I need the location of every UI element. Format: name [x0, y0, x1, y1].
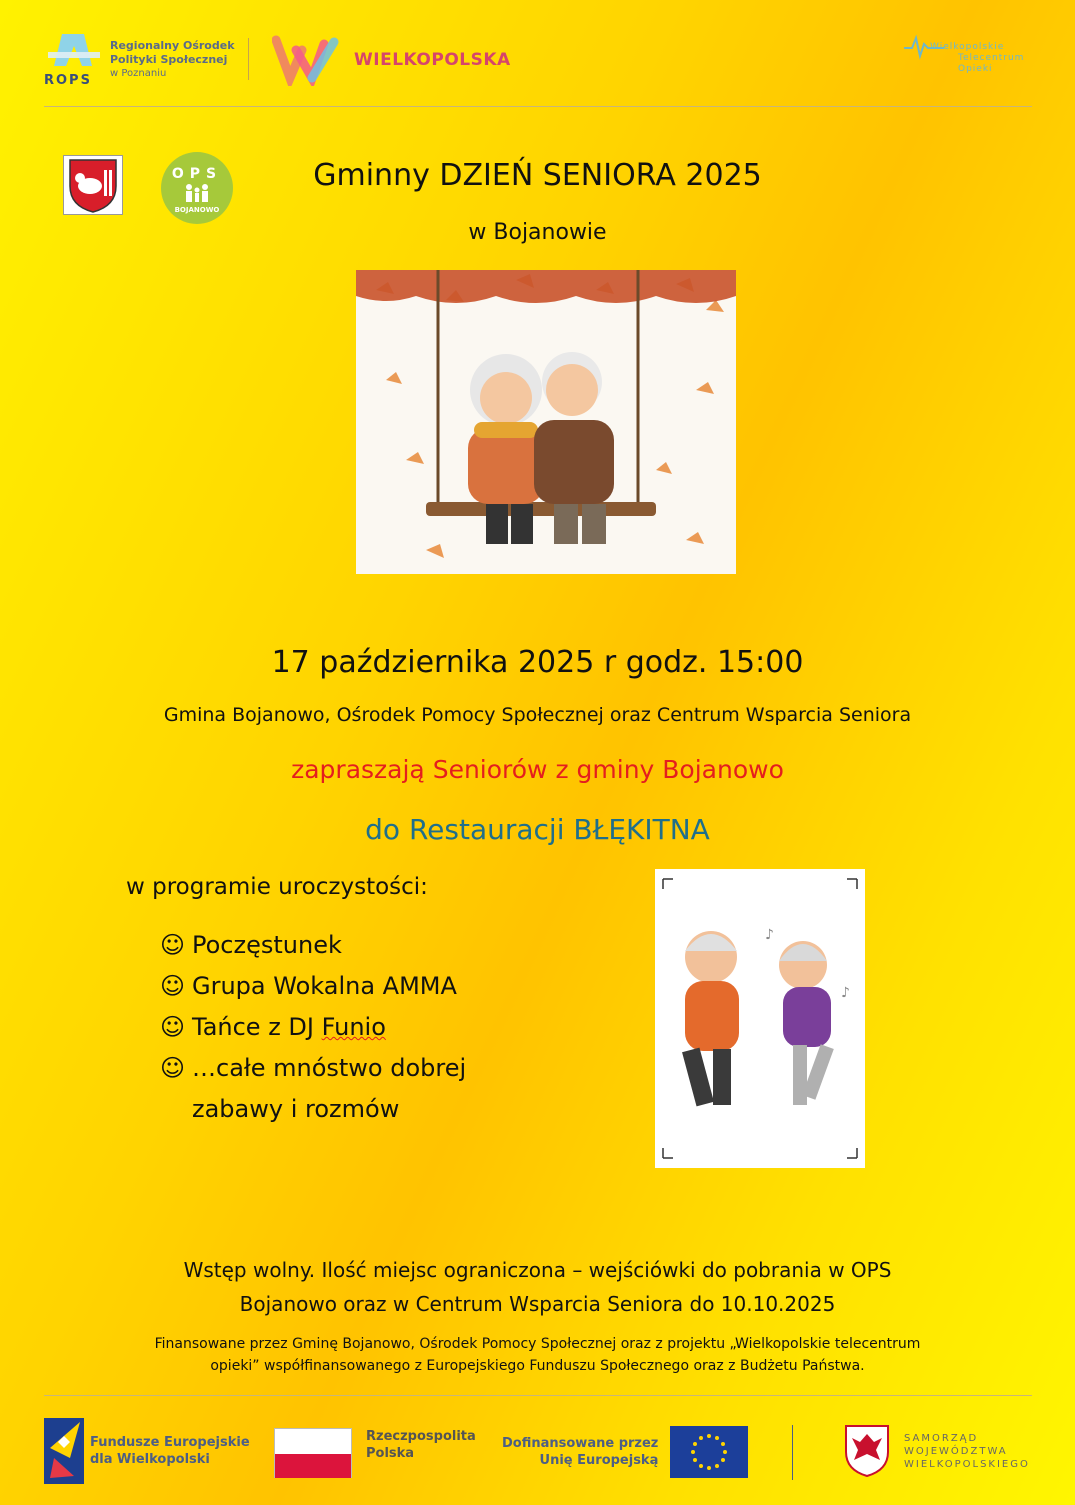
list-item: [160, 966, 466, 1007]
smiley-icon: ☺: [160, 972, 186, 1000]
finance-line2: opieki” współfinansowanego z Europejskiego Funduszu Społecznego oraz z Budżetu Państwa.: [210, 1358, 865, 1374]
smiley-icon: ☺: [160, 1013, 186, 1041]
wto-line1: Wielkopolskie: [930, 42, 1005, 52]
program-item-text-a: Tańce z DJ: [192, 1013, 322, 1041]
event-subtitle: w Bojanowie: [468, 220, 607, 245]
dancing-seniors-illustration: [655, 869, 865, 1168]
ops-letters: OPS: [171, 166, 223, 182]
fe-star-icon: [44, 1418, 84, 1484]
swp-line3: WIELKOPOLSKIEGO: [904, 1458, 1030, 1470]
swp-line2: WOJEWÓDZTWA: [904, 1445, 1008, 1457]
event-date: 17 października 2025 r godz. 15:00: [271, 645, 804, 680]
fe-line2: dla Wielkopolski: [90, 1452, 210, 1467]
eu-line2: Unię Europejską: [539, 1453, 659, 1468]
rops-line3: w Poznaniu: [110, 68, 167, 79]
pl-line2: Polska: [366, 1446, 415, 1461]
list-item: [160, 1007, 466, 1048]
organizers: Gmina Bojanowo, Ośrodek Pomocy Społecznej oraz Centrum Wsparcia Seniora: [163, 704, 912, 726]
financing-note: [0, 1333, 1075, 1377]
entry-line1: Wstęp wolny. Ilość miejsc ograniczona – wejściówki do pobrania w OPS: [183, 1258, 892, 1282]
wto-line3: Opieki: [958, 64, 993, 74]
telecentrum-logo: [904, 34, 1034, 75]
swp-line1: SAMORZĄD: [904, 1432, 979, 1444]
list-item-continuation: [160, 1089, 466, 1130]
rops-mark-icon: [44, 32, 104, 88]
wielkopolska-logo: [272, 34, 511, 86]
svg-text:♪: ♪: [765, 927, 774, 943]
list-item: [160, 1048, 466, 1089]
header-separator: [248, 38, 249, 80]
header-divider: [44, 106, 1032, 107]
venue-line: do Restauracji BŁĘKITNA: [365, 813, 710, 846]
rops-logo: [44, 32, 235, 88]
entry-line2: Bojanowo oraz w Centrum Wsparcia Seniora do 10.10.2025: [239, 1292, 836, 1316]
program-list: [160, 925, 466, 1130]
ops-sub: BOJANOWO: [174, 206, 220, 214]
fundusze-europejskie-logo: [44, 1418, 250, 1484]
program-item-text: zabawy i rozmów: [192, 1095, 400, 1123]
footer-separator: [792, 1425, 793, 1480]
fe-line1: Fundusze Europejskie: [90, 1435, 250, 1450]
eu-line1: Dofinansowane przez: [502, 1436, 659, 1451]
seniors-swing-illustration: [356, 270, 736, 574]
eu-cofinancing-logo: [502, 1426, 748, 1478]
dj-name: Funio: [321, 1013, 386, 1041]
samorzad-logo: [844, 1424, 1030, 1478]
program-heading: w programie uroczystości:: [126, 874, 428, 900]
footer-divider: [44, 1395, 1032, 1396]
eagle-crest-icon: [844, 1424, 890, 1478]
polish-flag-icon: [274, 1428, 352, 1478]
rops-line1: Regionalny Ośrodek: [110, 39, 235, 52]
program-item-text: [192, 1007, 386, 1048]
pl-line1: Rzeczpospolita: [366, 1429, 476, 1444]
list-item: [160, 925, 466, 966]
wielkopolska-w-icon: [272, 34, 340, 86]
rops-line2: Polityki Społecznej: [110, 53, 228, 66]
wielkopolska-text: WIELKOPOLSKA: [354, 50, 511, 70]
rzeczpospolita-logo: [274, 1428, 476, 1478]
svg-text:♪: ♪: [841, 985, 850, 1001]
invitation-line: zapraszają Seniorów z gminy Bojanowo: [291, 755, 784, 784]
program-item-text: …całe mnóstwo dobrej: [192, 1054, 467, 1082]
rops-letters: ROPS: [44, 73, 92, 88]
program-item-text: Grupa Wokalna AMMA: [192, 972, 457, 1000]
finance-line1: Finansowane przez Gminę Bojanowo, Ośrodek Pomocy Społecznej oraz z projektu „Wielkopolskie telecentrum: [154, 1336, 921, 1352]
program-item-text: Poczęstunek: [192, 931, 342, 959]
event-title: Gminny DZIEŃ SENIORA 2025: [313, 158, 762, 193]
entry-info: [0, 1253, 1075, 1321]
wto-line2: Telecentrum: [958, 53, 1025, 63]
smiley-icon: ☺: [160, 931, 186, 959]
smiley-icon: ☺: [160, 1054, 186, 1082]
eu-flag-icon: [670, 1426, 748, 1478]
